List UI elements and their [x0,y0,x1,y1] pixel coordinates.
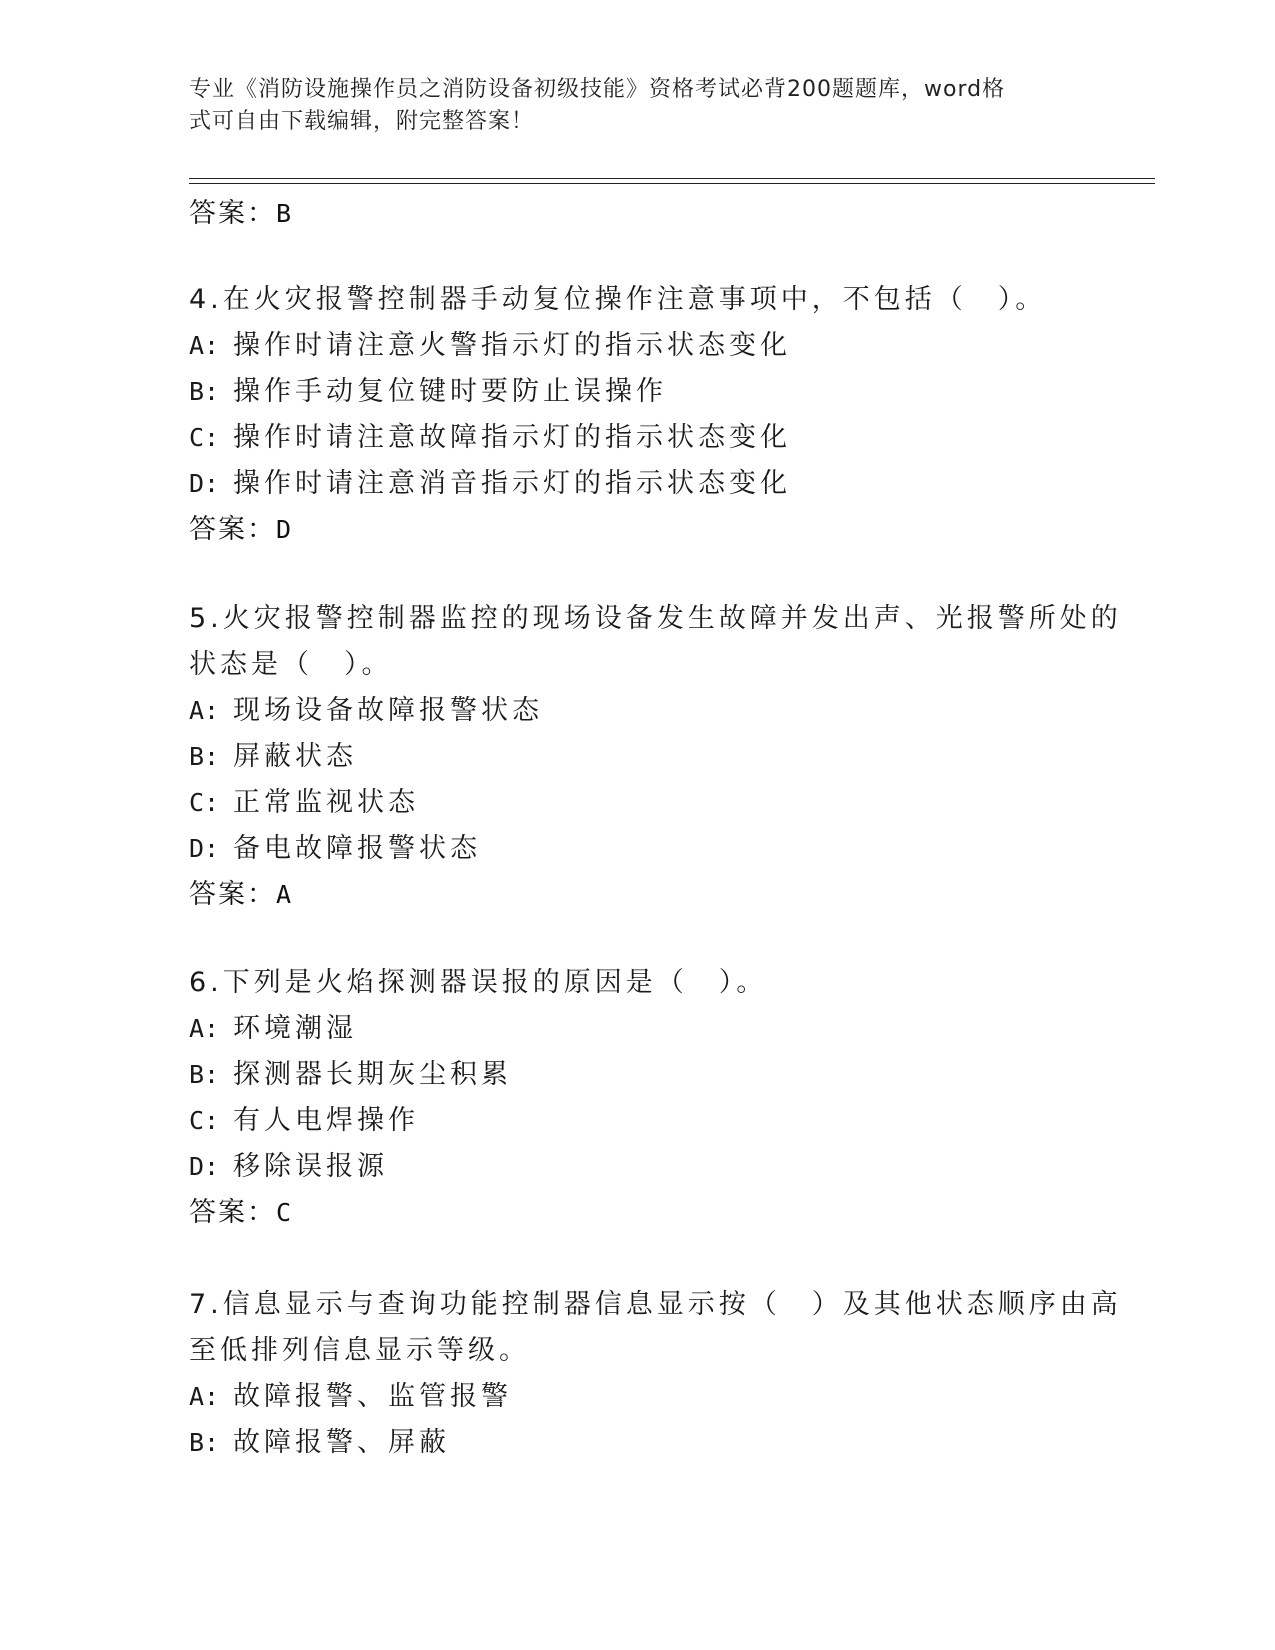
question-stem: 7.信息显示与查询功能控制器信息显示按（ ）及其他状态顺序由高 [189,1289,1122,1320]
option-text: 探测器长期灰尘积累 [233,1059,512,1090]
answer-label: 答案： [189,198,276,229]
option-key: B: [189,1060,220,1089]
option-text: 正常监视状态 [233,787,419,818]
option-key: A: [189,696,220,725]
option-key: C: [189,423,220,452]
question-6 [189,960,1109,1236]
option-text: 环境潮湿 [233,1013,357,1044]
option-b [189,734,1109,780]
option-a [189,688,1109,734]
header-line-2: 式可自由下载编辑，附完整答案！ [189,109,535,134]
option-key: A: [189,1382,220,1411]
question-stem-cont: 至低排列信息显示等级。 [189,1335,530,1366]
answer-value: C [276,1198,294,1227]
question-stem: 5.火灾报警控制器监控的现场设备发生故障并发出声、光报警所处的 [189,603,1122,634]
option-key: C: [189,1106,220,1135]
header-line-1: 专业《消防设施操作员之消防设备初级技能》资格考试必背200题题库，word格 [189,77,1006,102]
answer-value: A [276,880,294,909]
question-7 [189,1282,1122,1466]
option-a [189,1374,1109,1420]
answer-label: 答案： [189,514,276,545]
answer-label: 答案： [189,879,276,910]
question-stem: 6.下列是火焰探测器误报的原因是（ ）。 [189,967,768,998]
option-text: 屏蔽状态 [233,741,357,772]
answer-value: B [276,199,294,228]
option-c [189,780,1109,826]
option-key: B: [189,742,220,771]
option-text: 备电故障报警状态 [233,833,481,864]
option-key: B: [189,1428,220,1457]
document-header [189,74,1089,138]
question-stem-cont: 状态是（ ）。 [189,649,393,680]
answer-label: 答案： [189,1197,276,1228]
answer-line [189,1190,1109,1236]
option-c [189,1098,1109,1144]
answer-line [189,191,1109,237]
option-text: 故障报警、屏蔽 [233,1427,450,1458]
option-d [189,1144,1109,1190]
option-key: B: [189,377,220,406]
option-key: A: [189,331,220,360]
option-b [189,1420,1109,1466]
option-key: A: [189,1014,220,1043]
question-5 [189,596,1122,918]
answer-line [189,507,1109,553]
answer-line [189,872,1109,918]
option-text: 操作手动复位键时要防止误操作 [233,376,667,407]
option-c [189,415,1109,461]
option-d [189,826,1109,872]
option-b [189,369,1109,415]
question-stem: 4.在火灾报警控制器手动复位操作注意事项中，不包括（ ）。 [189,284,1047,315]
option-text: 移除误报源 [233,1151,388,1182]
option-key: D: [189,834,220,863]
option-text: 有人电焊操作 [233,1105,419,1136]
option-text: 现场设备故障报警状态 [233,695,543,726]
top-answer [189,191,1109,237]
question-4 [189,277,1109,553]
option-text: 操作时请注意火警指示灯的指示状态变化 [233,330,791,361]
option-b [189,1052,1109,1098]
option-a [189,323,1109,369]
option-key: C: [189,788,220,817]
option-key: D: [189,1152,220,1181]
option-a [189,1006,1109,1052]
option-key: D: [189,469,220,498]
option-d [189,461,1109,507]
option-text: 操作时请注意消音指示灯的指示状态变化 [233,468,791,499]
header-divider-bottom [189,183,1155,184]
option-text: 操作时请注意故障指示灯的指示状态变化 [233,422,791,453]
answer-value: D [276,515,294,544]
header-divider-top [189,178,1155,179]
option-text: 故障报警、监管报警 [233,1381,512,1412]
